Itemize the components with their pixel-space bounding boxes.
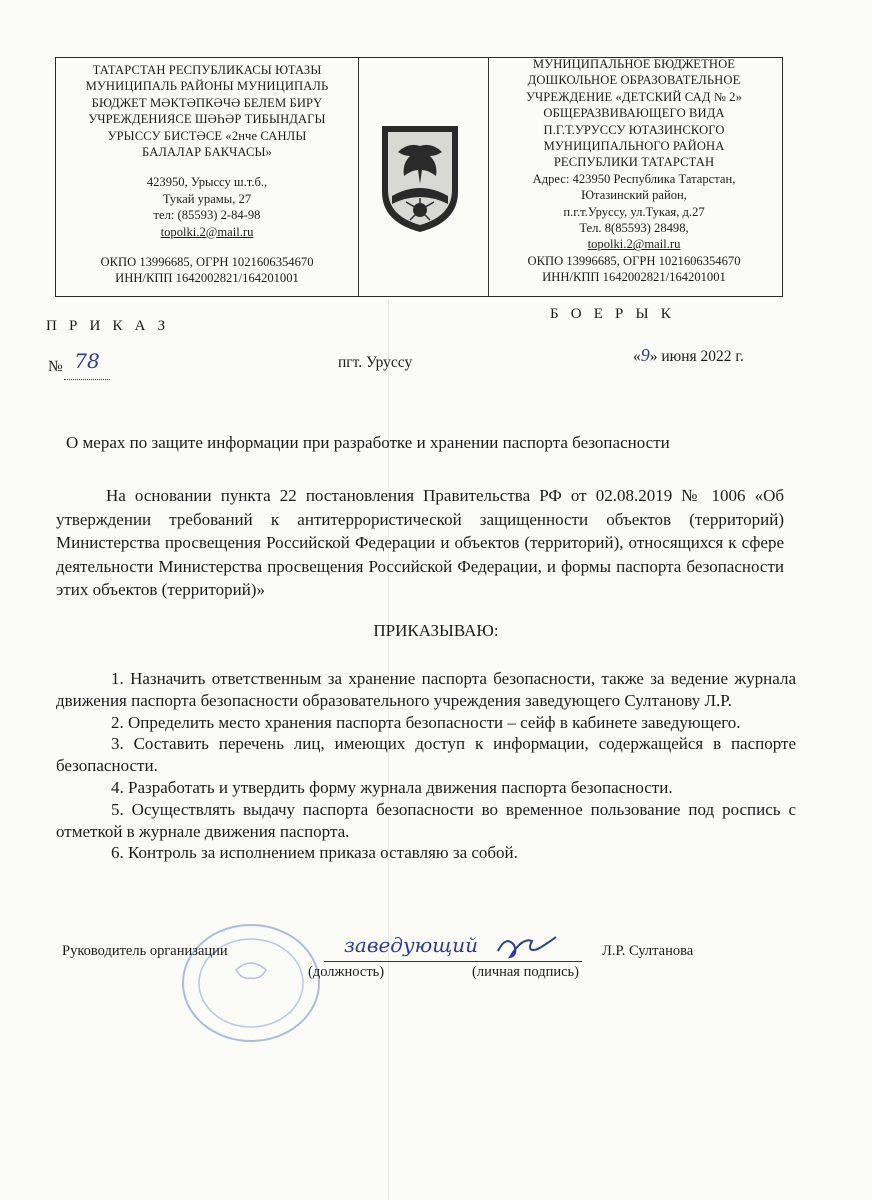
org-name-line: МУНИЦИПАЛЬНОЕ БЮДЖЕТНОЕ: [532, 57, 736, 71]
date-month-year: » июня 2022 г.: [649, 348, 744, 365]
org-name-line: МУНИЦИПАЛЬНОГО РАЙОНА: [543, 139, 725, 154]
org-name-line: ОБЩЕРАЗВИВАЮЩЕГО ВИДА: [543, 106, 725, 121]
codes-line: ОКПО 13996685, ОГРН 1021606354670: [100, 255, 314, 270]
org-name-line: ТАТАРСТАН РЕСПУБЛИКАСЫ ЮТАЗЫ: [92, 63, 322, 77]
doc-type-ru: П Р И К А З: [46, 318, 170, 334]
order-items: [56, 668, 796, 864]
column-divider: [358, 58, 359, 296]
handwritten-position: заведующий: [344, 933, 478, 957]
org-name-line: П.Г.Т.УРУССУ ЮТАЗИНСКОГО: [543, 122, 725, 137]
address-line: Ютазинский район,: [581, 188, 687, 203]
order-number-label: №: [48, 358, 63, 375]
address-line: 423950, Урыссу ш.т.б.,: [146, 175, 268, 190]
address-line: п.г.т.Уруссу, ул.Тукая, д.27: [563, 204, 705, 219]
order-item: 2. Определить место хранения паспорта безопасности – сейф в кабинете заведующего.: [111, 712, 741, 732]
date-day: 9: [640, 345, 650, 365]
order-title: О мерах по защите информации при разработке и хранении паспорта безопасности: [66, 433, 670, 452]
order-item: 5. Осуществлять выдачу паспорта безопасности во временное пользование под роспись с отметкой в журнале движения паспорта.: [56, 799, 796, 841]
order-number-value: 78: [64, 349, 110, 380]
org-name-line: УЧРЕЖДЕНИЕ «ДЕТСКИЙ САД № 2»: [526, 89, 742, 104]
codes-line: ИНН/КПП 1642002821/164201001: [542, 270, 726, 285]
codes-line: ИНН/КПП 1642002821/164201001: [115, 271, 299, 286]
codes-line: ОКПО 13996685, ОГРН 1021606354670: [527, 253, 741, 268]
org-name-line: УРЫССУ БИСТӘСЕ «2нче САНЛЫ: [107, 128, 307, 143]
org-name-line: МУНИЦИПАЛЬ РАЙОНЫ МУНИЦИПАЛЬ: [85, 79, 329, 94]
letterhead-right-column: [488, 56, 780, 286]
email-link[interactable]: topolki.2@mail.ru: [587, 237, 681, 252]
position-caption: (должность): [308, 964, 385, 980]
order-item: 4. Разработать и утвердить форму журнала движения паспорта безопасности.: [111, 777, 673, 797]
doc-type-tt: Б О Е Р Ы К: [550, 306, 675, 322]
command-heading: ПРИКАЗЫВАЮ:: [373, 621, 499, 640]
order-item: 3. Составить перечень лиц, имеющих доступ к информации, содержащейся в паспорте безопасности.: [56, 734, 796, 776]
letterhead: [55, 57, 783, 297]
email-link[interactable]: topolki.2@mail.ru: [160, 224, 254, 239]
date-quote-open: «: [633, 348, 641, 365]
signature-block: [62, 933, 822, 993]
position-underline: [324, 961, 484, 962]
preamble-paragraph: На основании пункта 22 постановления Правительства РФ от 02.08.2019 № 1006 «Об утверждении требований к антитеррористической защищенности объектов (территорий) Министерства просвещения Российской Федерации и объектов (территорий), относящихся к сфере деятельности Министерства просвещения Российской Федерации, и формы паспорта безопасности этих объектов (территорий)»: [56, 486, 784, 599]
order-item: 6. Контроль за исполнением приказа оставляю за собой.: [111, 843, 518, 863]
phone-line: Тел. 8(85593) 28498,: [579, 221, 689, 236]
org-name-line: БЮДЖЕТ МӘКТӘПКӘЧӘ БЕЛЕМ БИРҮ: [91, 95, 323, 110]
order-place: пгт. Уруссу: [338, 354, 413, 371]
letterhead-left-column: [56, 62, 358, 287]
org-name-line: РЕСПУБЛИКИ ТАТАРСТАН: [553, 155, 715, 170]
phone-line: тел: (85593) 2-84-98: [153, 208, 261, 223]
signature-caption: (личная подпись): [472, 964, 579, 980]
order-item: 1. Назначить ответственным за хранение паспорта безопасности, также за ведение журнала движения паспорта безопасности образовательного учреждения заведующего Султанову Л.Р.: [56, 669, 796, 710]
address-line: Адрес: 423950 Республика Татарстан,: [532, 171, 736, 186]
handwritten-signature-icon: [492, 931, 562, 965]
coat-of-arms-icon: [368, 122, 472, 234]
org-name-line: БАЛАЛАР БАКЧАСЫ»: [142, 145, 272, 160]
address-line: Тукай урамы, 27: [162, 191, 252, 206]
order-date: [633, 345, 744, 366]
signer-name: Л.Р. Султанова: [602, 943, 694, 959]
org-name-line: УЧРЕЖДЕНИЯСЕ ШӘҺӘР ТИБЫНДАГЫ: [88, 112, 326, 127]
signer-role-label: Руководитель организации: [62, 943, 228, 959]
org-name-line: ДОШКОЛЬНОЕ ОБРАЗОВАТЕЛЬНОЕ: [527, 73, 741, 88]
